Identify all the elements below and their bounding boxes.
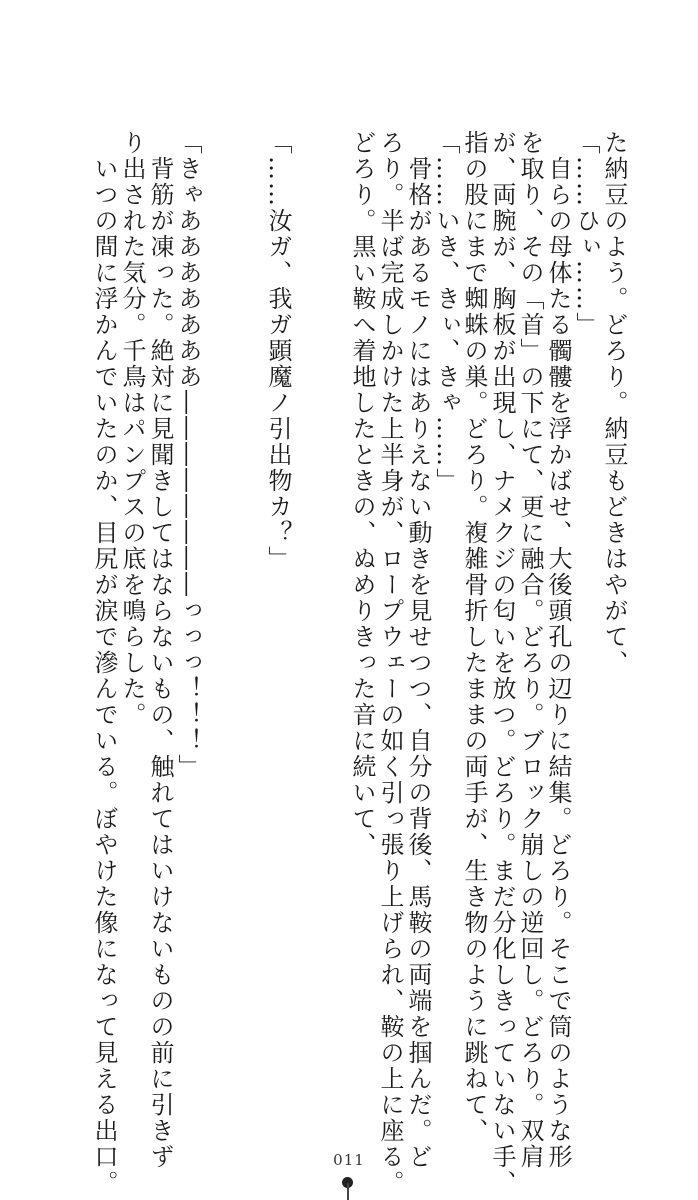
text-column-15: 背筋が凍った。絶対に見聞きしてはならないもの、触れてはいけないものの前に引きず <box>146 130 174 1170</box>
text-column-7: 「……いき、きぃ、きゃ……」 <box>432 130 460 494</box>
text-column-17: いつの間に浮かんでいたのか、目尻が涙で滲んでいる。ぼやけた像になって見える出口。 <box>90 130 118 1196</box>
text-column-8: 骨格があるモノにはありえない動きを見せつつ、自分の背後、馬鞍の両端を掴んだ。ど <box>404 130 432 1170</box>
text-column-3: 自らの母体たる髑髏を浮かばせ、大後頭孔の辺りに結集。どろり。そこで筒のような形 <box>544 130 572 1170</box>
text-column-5: が、両腕が、胸板が出現し、ナメクジの匂いを放つ。どろり。まだ分化しきっていない手、 <box>488 130 516 1196</box>
folio-stem <box>347 1183 349 1200</box>
text-column-10: どろり。黒い鞍へ着地したときの、ぬめりきった音に続いて、 <box>348 130 376 858</box>
text-column-1: た納豆のよう。どろり。納豆もどきはやがて、 <box>600 130 628 676</box>
text-column-16: り出された気分。千鳥はパンプスの底を鳴らした。 <box>118 130 146 728</box>
text-column-12: 「……汝ガ、我ガ顕魔ノ引出物カ？」 <box>264 130 292 572</box>
text-column-14: 「きゃあああああああ――――――――っっっ！！！」 <box>174 130 202 780</box>
page-number: 011 <box>333 1151 365 1169</box>
text-column-2: 「……ひぃ……」 <box>572 130 600 338</box>
text-column-6: 指の股にまで蜘蛛の巣。どろり。複雑骨折したままの両手が、生き物のように跳ねて、 <box>460 130 488 1144</box>
folio-ornament <box>347 1177 351 1200</box>
text-column-9: ろり。半ば完成しかけた上半身が、ロープウェーの如く引っ張り上げられ、鞍の上に座る。 <box>376 130 404 1196</box>
text-column-4: を取り、その「首」の下にて、更に融合。どろり。ブロック崩しの逆回し。どろり。双肩 <box>516 130 544 1170</box>
